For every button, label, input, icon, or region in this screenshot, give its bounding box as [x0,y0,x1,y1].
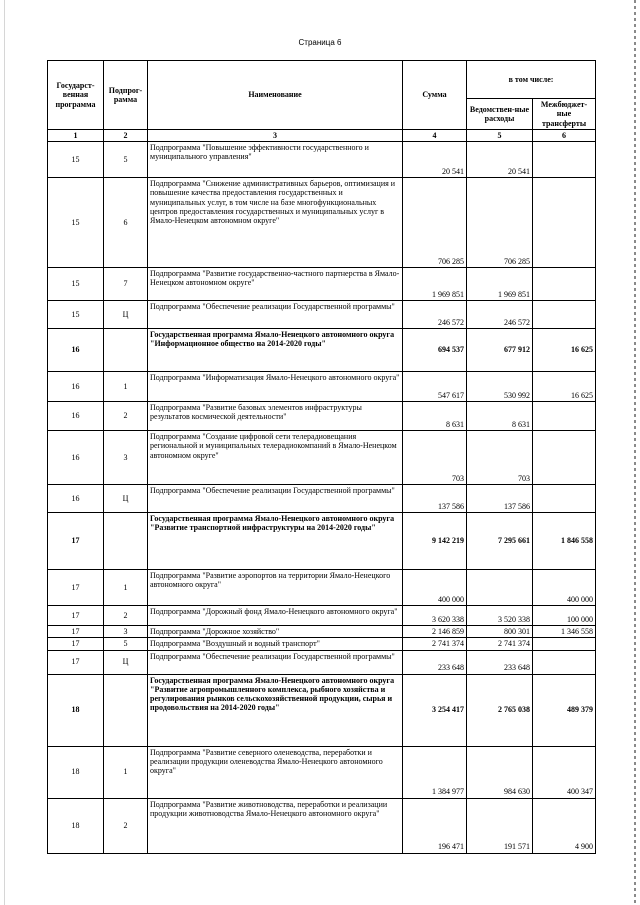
departmental-cell: 137 586 [467,485,533,513]
subprogram-row [48,570,596,606]
subprogram-row [48,431,596,485]
column-number: 6 [533,129,596,141]
subprogram-cell: 5 [104,142,148,178]
column-number: 5 [467,129,533,141]
sum-cell: 2 741 374 [403,638,467,650]
departmental-cell: 677 912 [467,329,533,372]
subprogram-row [48,638,596,650]
header-name: Наименование [148,61,403,130]
departmental-cell: 984 630 [467,746,533,798]
header-program: Государст-венная программа [48,61,104,130]
transfers-cell [533,431,596,485]
subprogram-row [48,301,596,329]
subprogram-row [48,268,596,301]
program-cell: 17 [48,626,104,638]
sum-cell: 703 [403,431,467,485]
program-cell: 16 [48,485,104,513]
sum-cell: 1 384 977 [403,746,467,798]
column-number: 4 [403,129,467,141]
subprogram-cell: 2 [104,798,148,853]
name-cell: Государственная программа Ямало-Ненецкого автономного округа "Развитие транспортной инфраструктуры на 2014-2020 годы" [148,513,403,570]
header-departmental: Ведомствен-ные расходы [467,99,533,130]
sum-cell: 137 586 [403,485,467,513]
transfers-cell: 4 900 [533,798,596,853]
subprogram-cell: 3 [104,626,148,638]
subprogram-cell [104,674,148,746]
program-cell: 18 [48,798,104,853]
subprogram-row [48,178,596,268]
sum-cell: 20 541 [403,142,467,178]
transfers-cell [533,268,596,301]
sum-cell: 196 471 [403,798,467,853]
transfers-cell: 100 000 [533,606,596,626]
sum-cell: 706 285 [403,178,467,268]
sum-cell: 3 254 417 [403,674,467,746]
program-row [48,329,596,372]
subprogram-cell: 5 [104,638,148,650]
subprogram-cell: 7 [104,268,148,301]
subprogram-row [48,650,596,674]
column-number: 1 [48,129,104,141]
subprogram-cell: 1 [104,570,148,606]
transfers-cell [533,301,596,329]
column-number: 3 [148,129,403,141]
transfers-cell: 400 347 [533,746,596,798]
scan-right-edge [634,0,636,905]
departmental-cell: 1 969 851 [467,268,533,301]
name-cell: Подпрограмма "Развитие северного оленеводства, переработки и реализации продукции оленеводства Ямало-Ненецкого автономного округа" [148,746,403,798]
transfers-cell: 489 379 [533,674,596,746]
program-row [48,513,596,570]
name-cell: Подпрограмма "Развитие базовых элементов инфраструктуры результатов космической деятельности" [148,402,403,431]
transfers-cell [533,650,596,674]
departmental-cell: 8 631 [467,402,533,431]
name-cell: Подпрограмма "Дорожное хозяйство" [148,626,403,638]
program-cell: 16 [48,402,104,431]
departmental-cell: 233 648 [467,650,533,674]
subprogram-row [48,485,596,513]
header-transfers: Межбюджет-ные трансферты [533,99,596,130]
subprogram-cell [104,329,148,372]
column-number-row [48,129,596,141]
departmental-cell: 706 285 [467,178,533,268]
transfers-cell: 1 346 558 [533,626,596,638]
name-cell: Подпрограмма "Информатизация Ямало-Ненецкого автономного округа" [148,372,403,402]
header-including: в том числе: [467,61,596,99]
program-cell: 17 [48,570,104,606]
departmental-cell: 191 571 [467,798,533,853]
program-cell: 16 [48,329,104,372]
subprogram-row [48,402,596,431]
departmental-cell: 7 295 661 [467,513,533,570]
subprogram-cell: 1 [104,372,148,402]
header-row-top [48,61,596,99]
header-sum: Сумма [403,61,467,130]
departmental-cell: 2 741 374 [467,638,533,650]
departmental-cell: 2 765 038 [467,674,533,746]
transfers-cell: 16 625 [533,329,596,372]
name-cell: Государственная программа Ямало-Ненецкого автономного округа "Развитие агропромышленного комплекса, рыбного хозяйства и регулирования рынков сельскохозяйственной продукции, сырья и продовольствия на 2014-2020 годы" [148,674,403,746]
subprogram-cell: 1 [104,746,148,798]
name-cell: Подпрограмма "Развитие аэропортов на территории Ямало-Ненецкого автономного округа" [148,570,403,606]
name-cell: Подпрограмма "Воздушный и водный транспорт" [148,638,403,650]
departmental-cell: 20 541 [467,142,533,178]
program-cell: 17 [48,650,104,674]
column-number: 2 [104,129,148,141]
page-label: Страница 6 [298,38,342,47]
header-subprogram: Подпрог-рамма [104,61,148,130]
sum-cell: 547 617 [403,372,467,402]
transfers-cell [533,485,596,513]
sum-cell: 3 620 338 [403,606,467,626]
program-row [48,674,596,746]
transfers-cell [533,142,596,178]
program-cell: 17 [48,638,104,650]
name-cell: Подпрограмма "Развитие государственно-частного партнерства в Ямало-Ненецком автономном округе" [148,268,403,301]
name-cell: Подпрограмма "Обеспечение реализации Государственной программы" [148,301,403,329]
sum-cell: 2 146 859 [403,626,467,638]
transfers-cell [533,402,596,431]
transfers-cell: 1 846 558 [533,513,596,570]
subprogram-row [48,798,596,853]
subprogram-cell [104,513,148,570]
departmental-cell: 800 301 [467,626,533,638]
transfers-cell [533,178,596,268]
departmental-cell: 703 [467,431,533,485]
subprogram-cell: 6 [104,178,148,268]
sum-cell: 400 000 [403,570,467,606]
subprogram-cell: 2 [104,606,148,626]
program-cell: 15 [48,178,104,268]
sum-cell: 233 648 [403,650,467,674]
subprogram-cell: Ц [104,301,148,329]
transfers-cell [533,638,596,650]
name-cell: Подпрограмма "Обеспечение реализации Государственной программы" [148,485,403,513]
subprogram-cell: Ц [104,485,148,513]
departmental-cell: 530 992 [467,372,533,402]
name-cell: Подпрограмма "Обеспечение реализации Государственной программы" [148,650,403,674]
name-cell: Подпрограмма "Снижение административных барьеров, оптимизация и повышение качества предоставления государственных и муниципальных услуг, в том числе на базе многофункциональных центров предоставления государственных и муниципальных услуг в Ямало-Ненецком автономном округе" [148,178,403,268]
sum-cell: 8 631 [403,402,467,431]
program-cell: 17 [48,513,104,570]
subprogram-cell: 2 [104,402,148,431]
program-cell: 15 [48,142,104,178]
name-cell: Подпрограмма "Развитие животноводства, переработки и реализации продукции животноводства Ямало-Ненецкого автономного округа" [148,798,403,853]
departmental-cell: 246 572 [467,301,533,329]
subprogram-cell: 3 [104,431,148,485]
name-cell: Подпрограмма "Повышение эффективности государственного и муниципального управления" [148,142,403,178]
transfers-cell: 16 625 [533,372,596,402]
subprogram-row [48,746,596,798]
departmental-cell [467,570,533,606]
budget-table [47,60,596,854]
program-cell: 18 [48,746,104,798]
scan-left-edge [4,0,5,905]
program-cell: 18 [48,674,104,746]
program-cell: 15 [48,268,104,301]
sum-cell: 9 142 219 [403,513,467,570]
program-cell: 15 [48,301,104,329]
subprogram-row [48,606,596,626]
sum-cell: 246 572 [403,301,467,329]
subprogram-cell: Ц [104,650,148,674]
program-cell: 17 [48,606,104,626]
sum-cell: 1 969 851 [403,268,467,301]
subprogram-row [48,626,596,638]
sum-cell: 694 537 [403,329,467,372]
program-cell: 16 [48,431,104,485]
program-cell: 16 [48,372,104,402]
table-body [48,142,596,854]
departmental-cell: 3 520 338 [467,606,533,626]
name-cell: Государственная программа Ямало-Ненецкого автономного округа "Информационное общество на 2014-2020 годы" [148,329,403,372]
subprogram-row [48,142,596,178]
name-cell: Подпрограмма "Дорожный фонд Ямало-Ненецкого автономного округа" [148,606,403,626]
transfers-cell: 400 000 [533,570,596,606]
name-cell: Подпрограмма "Создание цифровой сети телерадиовещания региональной и муниципальных телерадиокомпаний в Ямало-Ненецком автономном округе" [148,431,403,485]
subprogram-row [48,372,596,402]
